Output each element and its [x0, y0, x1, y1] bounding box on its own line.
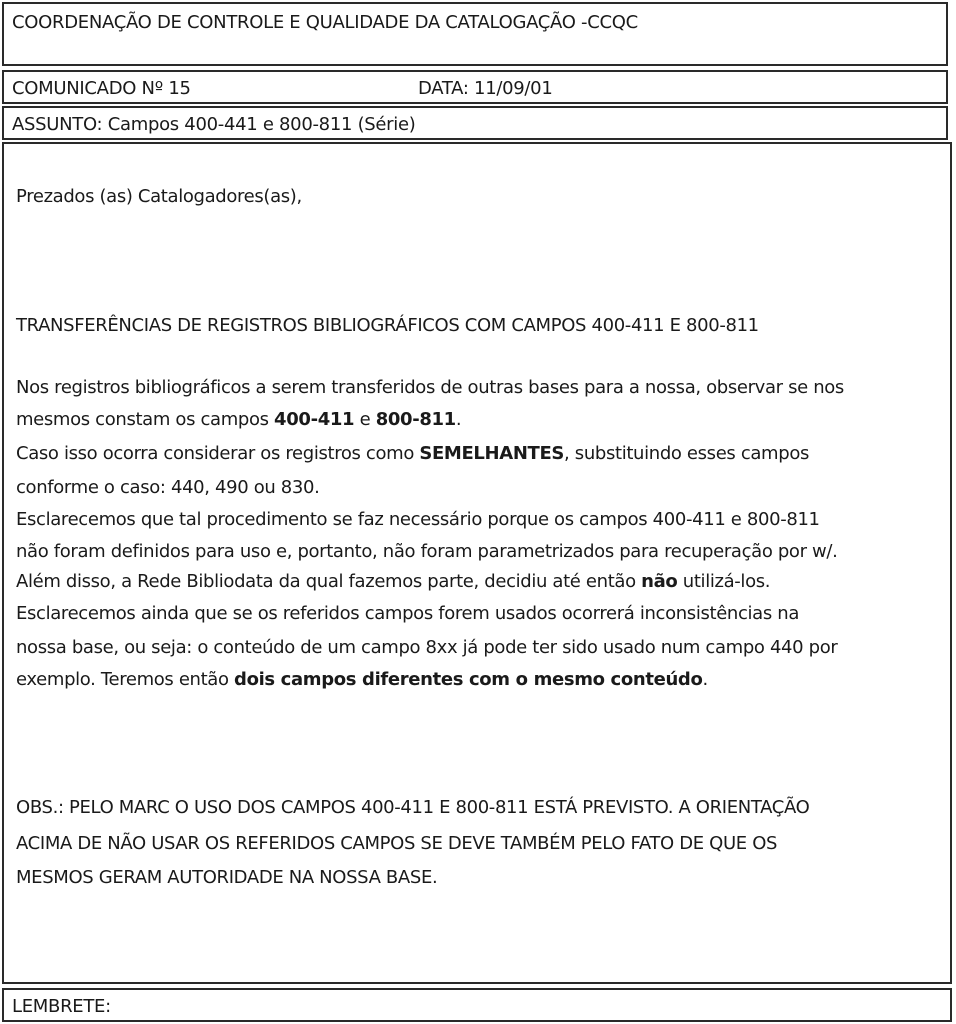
- paragraph-line: [16, 664, 708, 696]
- obs-line: OBS.: PELO MARC O USO DOS CAMPOS 400-411 E 800-811 ESTÁ PREVISTO. A ORIENTAÇÃO: [16, 797, 810, 818]
- text-segment: exemplo. Teremos então: [16, 669, 235, 690]
- paragraph-line: Nos registros bibliográficos a serem transferidos de outras bases para a nossa, observar se nos: [16, 377, 844, 398]
- lembrete-row: [2, 988, 952, 1022]
- comunicado-row: [2, 70, 948, 104]
- paragraph-line: conforme o caso: 440, 490 ou 830.: [16, 477, 320, 498]
- communique-date: DATA: 11/09/01: [418, 78, 553, 99]
- obs-line: MESMOS GERAM AUTORIDADE NA NOSSA BASE.: [16, 867, 438, 888]
- greeting: Prezados (as) Catalogadores(as),: [16, 186, 302, 207]
- paragraph-line: não foram definidos para uso e, portanto, não foram parametrizados para recuperação por w/.: [16, 541, 838, 562]
- assunto-subject: ASSUNTO: Campos 400-441 e 800-811 (Série): [12, 114, 416, 135]
- text-segment: mesmos constam os campos: [16, 409, 275, 430]
- text-segment: .: [702, 669, 708, 690]
- paragraph-line: [16, 566, 770, 598]
- comunicado-number: COMUNICADO Nº 15: [12, 78, 191, 99]
- paragraph-line: [16, 404, 461, 436]
- text-segment: Caso isso ocorra considerar os registros como: [16, 443, 420, 464]
- emphasis-text: não: [641, 571, 678, 592]
- assunto-row: [2, 106, 948, 140]
- paragraph-line: Esclarecemos que tal procedimento se faz necessário porque os campos 400-411 e 800-811: [16, 509, 820, 530]
- paragraph-line: Esclarecemos ainda que se os referidos campos forem usados ocorrerá inconsistências na: [16, 603, 800, 624]
- document-title: COORDENAÇÃO DE CONTROLE E QUALIDADE DA CATALOGAÇÃO -CCQC: [12, 12, 638, 33]
- header-box: [2, 2, 948, 66]
- emphasis-text: SEMELHANTES: [419, 443, 565, 464]
- lembrete-label: LEMBRETE:: [12, 996, 111, 1017]
- body-box: [2, 142, 952, 984]
- obs-line: ACIMA DE NÃO USAR OS REFERIDOS CAMPOS SE DEVE TAMBÉM PELO FATO DE QUE OS: [16, 833, 778, 854]
- text-segment: e: [354, 409, 376, 430]
- paragraph-line: [16, 438, 809, 470]
- text-segment: , substituindo esses campos: [564, 443, 810, 464]
- emphasis-text: 400-411: [274, 409, 355, 430]
- paragraph-line: nossa base, ou seja: o conteúdo de um campo 8xx já pode ter sido usado num campo 440 por: [16, 637, 838, 658]
- text-segment: utilizá-los.: [677, 571, 771, 592]
- emphasis-text: dois campos diferentes com o mesmo conteúdo: [234, 669, 703, 690]
- emphasis-text: 800-811: [375, 409, 456, 430]
- text-segment: Além disso, a Rede Bibliodata da qual fazemos parte, decidiu até então: [16, 571, 642, 592]
- text-segment: .: [455, 409, 462, 430]
- section-heading: TRANSFERÊNCIAS DE REGISTROS BIBLIOGRÁFICOS COM CAMPOS 400-411 E 800-811: [16, 315, 759, 336]
